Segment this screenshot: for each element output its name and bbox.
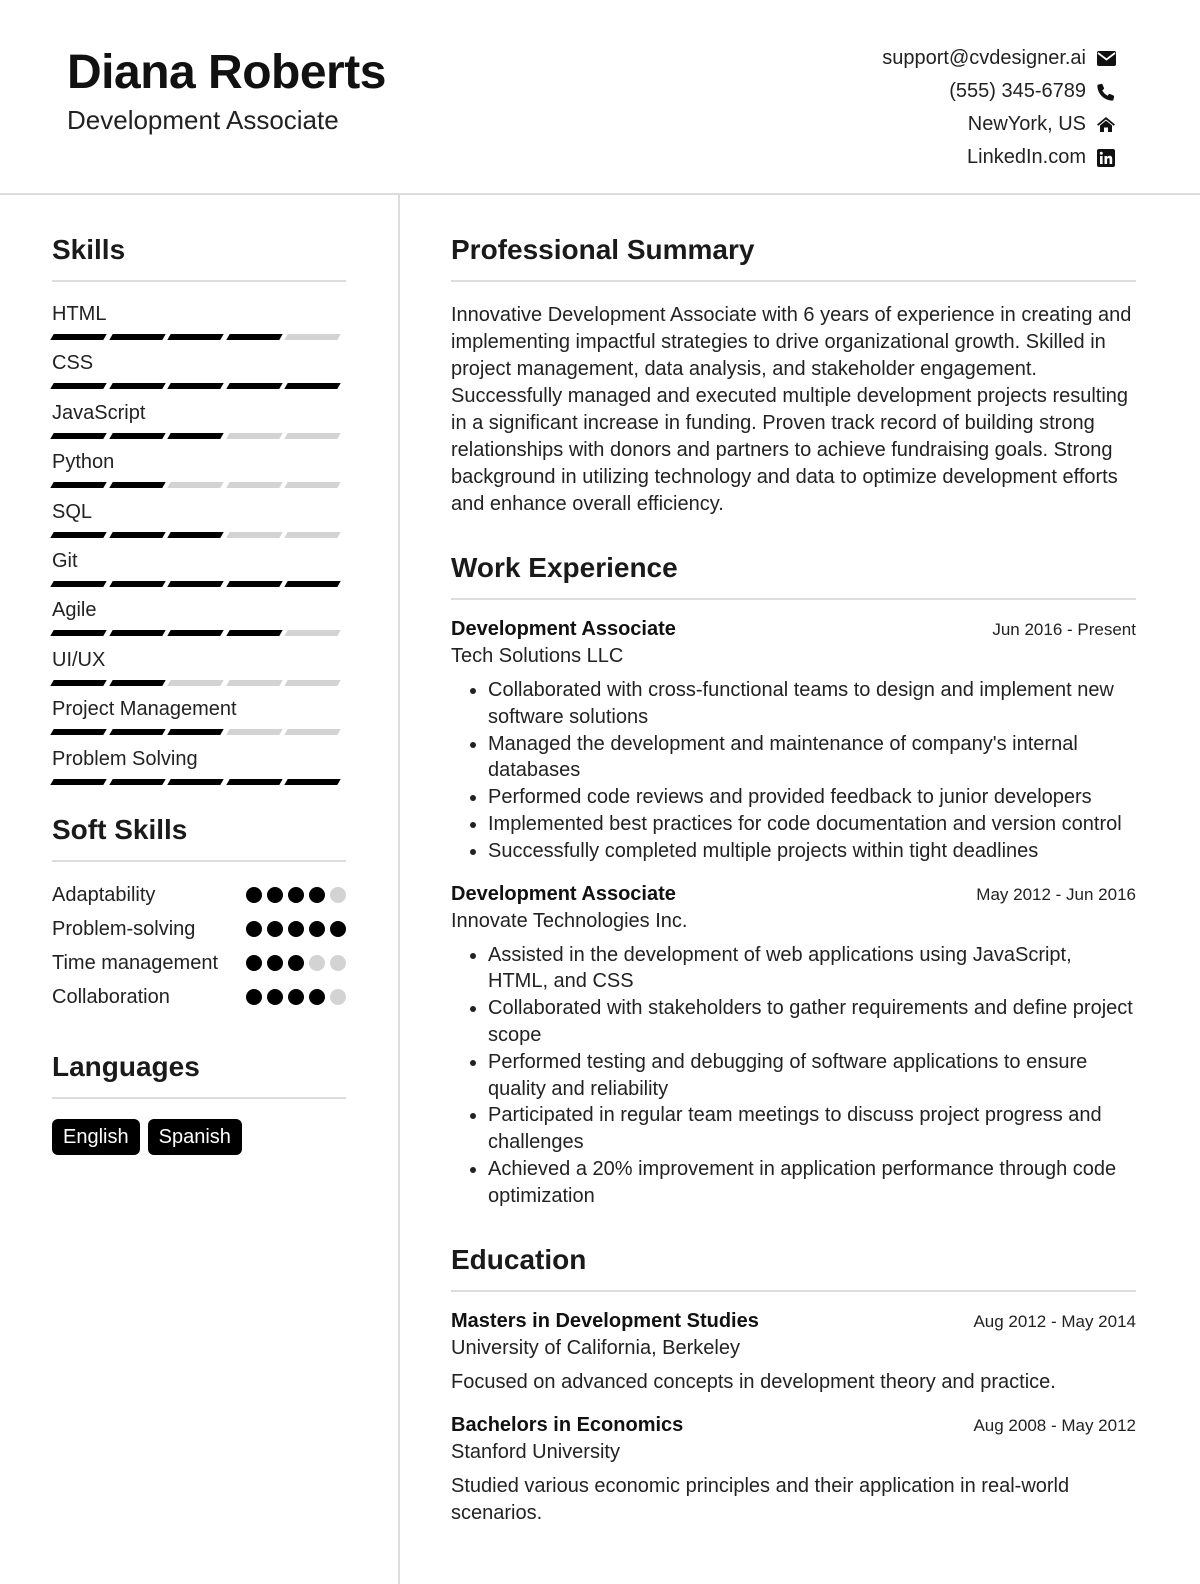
- skill-level-segment: [284, 680, 340, 686]
- skill-level-bar: [52, 383, 346, 389]
- language-tag: Spanish: [148, 1119, 242, 1155]
- summary-heading: Professional Summary: [451, 230, 1136, 282]
- contact-phone-text[interactable]: (555) 345-6789: [949, 80, 1086, 102]
- rating-dot: [309, 989, 325, 1005]
- skill-level-bar: [52, 630, 346, 636]
- contact-location: [882, 108, 1116, 141]
- resume-header: [0, 0, 1200, 195]
- skill-item: [52, 646, 346, 695]
- skill-level-segment: [50, 383, 106, 389]
- skill-item: [52, 399, 346, 448]
- education-header: [451, 1412, 1136, 1438]
- job-bullet: • Performed testing and debugging of software applications to ensure quality and reliability: [488, 1049, 1136, 1103]
- skill-name: Git: [52, 549, 78, 572]
- skill-name: UI/UX: [52, 648, 106, 671]
- skill-level-segment: [226, 581, 282, 587]
- rating-dot: [309, 887, 325, 903]
- skill-level-segment: [284, 532, 340, 538]
- skill-item: [52, 596, 346, 645]
- skill-level-segment: [284, 779, 340, 785]
- skill-name: JavaScript: [52, 401, 146, 424]
- rating-dot: [309, 921, 325, 937]
- skill-level-segment: [109, 532, 165, 538]
- skill-level-segment: [167, 581, 223, 587]
- contact-linkedin[interactable]: [882, 141, 1116, 174]
- skill-level-segment: [50, 779, 106, 785]
- soft-skill-item: [52, 882, 346, 909]
- rating-dot: [288, 887, 304, 903]
- candidate-title: Development Associate: [67, 105, 339, 135]
- rating-dot: [288, 955, 304, 971]
- soft-skill-name: Time management: [52, 951, 218, 974]
- skill-level-segment: [226, 334, 282, 340]
- rating-dot: [267, 989, 283, 1005]
- skill-level-segment: [50, 729, 106, 735]
- education-dates: Aug 2012 - May 2014: [973, 1311, 1136, 1331]
- job-bullet: • Participated in regular team meetings to discuss project progress and challenges: [488, 1102, 1136, 1156]
- skill-level-segment: [50, 630, 106, 636]
- skill-level-segment: [50, 433, 106, 439]
- job-entry: [451, 881, 1136, 1210]
- skill-item: [52, 349, 346, 398]
- soft-skills-heading: Soft Skills: [52, 810, 346, 862]
- skill-level-segment: [50, 482, 106, 488]
- job-header: [451, 616, 1136, 642]
- job-company: Tech Solutions LLC: [451, 645, 624, 667]
- skill-level-segment: [167, 680, 223, 686]
- skill-level-bar: [52, 729, 346, 735]
- education-header: [451, 1308, 1136, 1334]
- job-bullets: [451, 942, 1136, 1210]
- contact-linkedin-text[interactable]: LinkedIn.com: [967, 146, 1086, 168]
- skill-level-bar: [52, 680, 346, 686]
- job-bullet: • Managed the development and maintenance of company's internal databases: [488, 731, 1136, 785]
- education-entry: [451, 1412, 1136, 1527]
- envelope-icon: [1096, 49, 1116, 69]
- job-company: Innovate Technologies Inc.: [451, 909, 688, 932]
- skill-name: Project Management: [52, 698, 237, 721]
- rating-dot: [330, 887, 346, 903]
- soft-skill-name: Collaboration: [52, 985, 170, 1008]
- skill-name: SQL: [52, 500, 93, 523]
- skill-level-segment: [50, 334, 106, 340]
- soft-skill-rating: [241, 921, 346, 937]
- soft-skill-item: [52, 984, 346, 1011]
- skill-level-segment: [109, 680, 165, 686]
- skill-level-segment: [226, 482, 282, 488]
- education-heading: Education: [451, 1240, 1136, 1292]
- skill-level-bar: [52, 433, 346, 439]
- skill-level-segment: [226, 433, 282, 439]
- job-bullet: • Assisted in the development of web applications using JavaScript, HTML, and CSS: [488, 942, 1136, 996]
- rating-dot: [330, 955, 346, 971]
- skill-level-segment: [284, 630, 340, 636]
- education-description: Focused on advanced concepts in development theory and practice.: [451, 1370, 1056, 1393]
- rating-dot: [330, 989, 346, 1005]
- job-header: [451, 881, 1136, 907]
- education-description: Studied various economic principles and their application in real-world scenarios.: [451, 1474, 1070, 1524]
- candidate-name: Diana Roberts: [67, 46, 386, 99]
- rating-dot: [288, 989, 304, 1005]
- skill-item: [52, 300, 346, 349]
- skill-level-segment: [50, 532, 106, 538]
- soft-skill-item: [52, 916, 346, 943]
- job-dates: May 2012 - Jun 2016: [976, 884, 1136, 904]
- skill-level-bar: [52, 581, 346, 587]
- skills-list: [52, 300, 346, 794]
- languages-list: [52, 1119, 346, 1155]
- rating-dot: [246, 921, 262, 937]
- skill-level-segment: [226, 779, 282, 785]
- languages-heading: Languages: [52, 1047, 346, 1099]
- soft-skill-rating: [241, 887, 346, 903]
- contact-email[interactable]: [882, 42, 1116, 75]
- skill-item: [52, 547, 346, 596]
- skill-level-segment: [226, 630, 282, 636]
- soft-skill-name: Adaptability: [52, 883, 156, 906]
- skill-item: [52, 745, 346, 794]
- skill-level-segment: [109, 779, 165, 785]
- skill-level-segment: [167, 779, 223, 785]
- home-icon: [1096, 115, 1116, 135]
- job-bullets: [451, 677, 1136, 865]
- skill-item: [52, 448, 346, 497]
- skill-level-bar: [52, 779, 346, 785]
- job-entry: [451, 616, 1136, 865]
- rating-dot: [246, 955, 262, 971]
- skill-level-segment: [50, 581, 106, 587]
- skill-level-segment: [226, 729, 282, 735]
- skill-level-segment: [167, 729, 223, 735]
- soft-skill-rating: [241, 955, 346, 971]
- contact-location-text: NewYork, US: [967, 113, 1086, 135]
- education-school: University of California, Berkeley: [451, 1336, 740, 1359]
- skill-level-segment: [284, 482, 340, 488]
- education-degree: Masters in Development Studies: [451, 1309, 759, 1332]
- contact-email-text[interactable]: support@cvdesigner.ai: [882, 47, 1086, 69]
- job-bullet: • Successfully completed multiple projects within tight deadlines: [488, 838, 1136, 865]
- skill-level-bar: [52, 334, 346, 340]
- job-bullet: • Collaborated with cross-functional teams to design and implement new software solutions: [488, 677, 1136, 731]
- rating-dot: [330, 921, 346, 937]
- education-dates: Aug 2008 - May 2012: [973, 1415, 1136, 1435]
- job-title: Development Associate: [451, 618, 676, 640]
- rating-dot: [267, 921, 283, 937]
- skill-level-segment: [284, 729, 340, 735]
- summary-text: Innovative Development Associate with 6 years of experience in creating and implementing impactful strategies to drive organizational growth. Skilled in project management, data analysis, and stakeholder engagement. Successfully managed and executed multiple development projects resulting in a significant increase in funding. Proven track record of building strong relationships with donors and partners to achieve fundraising goals. Strong background in utilizing technology and data to optimize development efforts and enhance overall efficiency.: [451, 304, 1132, 515]
- skill-level-bar: [52, 532, 346, 538]
- skill-name: Agile: [52, 599, 97, 622]
- soft-skill-item: [52, 950, 346, 977]
- skill-level-segment: [50, 680, 106, 686]
- skill-level-segment: [226, 383, 282, 389]
- skill-level-segment: [109, 482, 165, 488]
- job-bullet: • Collaborated with stakeholders to gather requirements and define project scope: [488, 995, 1136, 1049]
- skill-level-segment: [284, 383, 340, 389]
- skill-item: [52, 695, 346, 744]
- skill-name: CSS: [52, 352, 94, 375]
- skill-level-segment: [284, 433, 340, 439]
- rating-dot: [246, 887, 262, 903]
- linkedin-icon: [1096, 148, 1116, 168]
- job-title: Development Associate: [451, 882, 676, 905]
- skill-name: Problem Solving: [52, 747, 198, 770]
- skill-level-segment: [167, 334, 223, 340]
- job-bullet: • Achieved a 20% improvement in application performance through code optimization: [488, 1156, 1136, 1210]
- job-bullet: • Performed code reviews and provided feedback to junior developers: [488, 784, 1136, 811]
- skill-level-segment: [109, 729, 165, 735]
- education-entry: [451, 1308, 1136, 1396]
- skill-level-bar: [52, 482, 346, 488]
- skill-level-segment: [284, 581, 340, 587]
- rating-dot: [246, 989, 262, 1005]
- rating-dot: [267, 955, 283, 971]
- language-tag: English: [52, 1119, 140, 1155]
- experience-heading: Work Experience: [451, 548, 1136, 600]
- skill-level-segment: [226, 532, 282, 538]
- soft-skill-name: Problem-solving: [52, 917, 196, 940]
- skill-level-segment: [226, 680, 282, 686]
- skill-level-segment: [167, 630, 223, 636]
- skills-heading: Skills: [52, 230, 346, 282]
- skill-level-segment: [109, 581, 165, 587]
- skill-level-segment: [284, 334, 340, 340]
- skill-level-segment: [109, 383, 165, 389]
- job-bullet: • Implemented best practices for code documentation and version control: [488, 811, 1136, 838]
- job-list: [451, 616, 1136, 1210]
- contact-phone[interactable]: [882, 75, 1116, 108]
- soft-skills-list: [52, 882, 346, 1011]
- skill-level-segment: [109, 630, 165, 636]
- soft-skill-rating: [241, 989, 346, 1005]
- left-column: [52, 230, 346, 1155]
- rating-dot: [288, 921, 304, 937]
- skill-level-segment: [167, 532, 223, 538]
- contact-list: [882, 42, 1116, 174]
- skill-level-segment: [167, 383, 223, 389]
- skill-item: [52, 498, 346, 547]
- rating-dot: [309, 955, 325, 971]
- education-school: Stanford University: [451, 1440, 620, 1463]
- column-divider: [398, 193, 400, 1584]
- skill-name: HTML: [52, 303, 107, 325]
- phone-icon: [1096, 82, 1116, 102]
- rating-dot: [267, 887, 283, 903]
- right-column: [451, 230, 1136, 1527]
- skill-name: Python: [52, 451, 115, 474]
- skill-level-segment: [167, 433, 223, 439]
- skill-level-segment: [109, 334, 165, 340]
- skill-level-segment: [109, 433, 165, 439]
- skill-level-segment: [167, 482, 223, 488]
- job-dates: Jun 2016 - Present: [992, 620, 1136, 639]
- education-degree: Bachelors in Economics: [451, 1413, 684, 1436]
- education-list: [451, 1308, 1136, 1527]
